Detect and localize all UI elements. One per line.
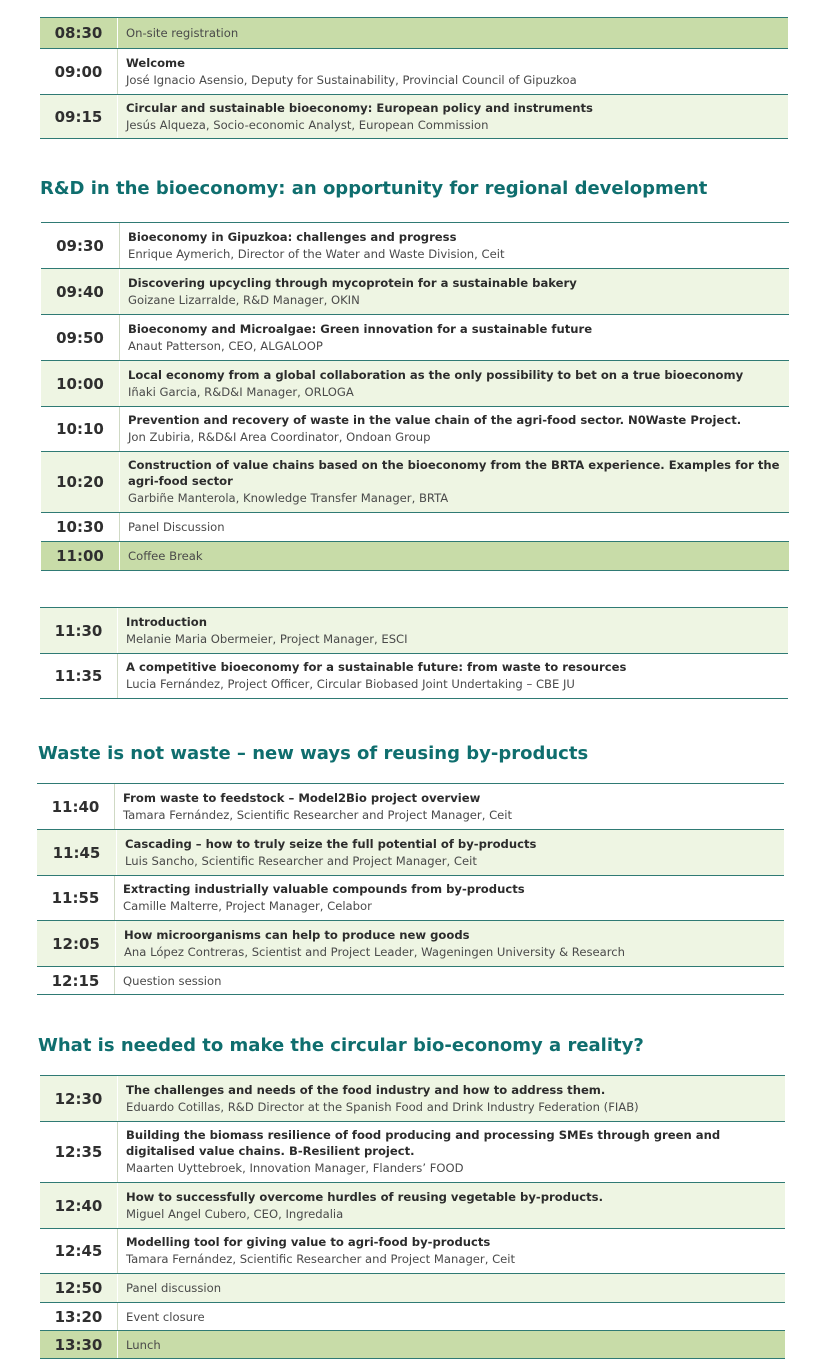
agenda-item-title: The challenges and needs of the food industry and how to address them. (126, 1082, 606, 1097)
section-heading: Waste is not waste – new ways of reusing by-products (38, 743, 589, 764)
agenda-row (40, 1121, 785, 1182)
agenda-item-speaker: Miguel Angel Cubero, CEO, Ingredalia (126, 1206, 344, 1221)
agenda-item-label: Lunch (126, 1337, 161, 1352)
agenda-row (37, 829, 784, 875)
agenda-item-title: From waste to feedstock – Model2Bio project overview (123, 790, 481, 805)
agenda-row (37, 966, 784, 995)
agenda-row (40, 94, 788, 139)
agenda-time: 12:05 (37, 921, 116, 966)
agenda-time: 13:30 (40, 1331, 118, 1358)
agenda-item-title: Modelling tool for giving value to agri-food by-products (126, 1235, 491, 1249)
agenda-row (41, 512, 789, 541)
agenda-item-title: Construction of value chains based on the bioeconomy from the BRTA experience. Examples for the agri-food sector (128, 458, 780, 488)
agenda-time: 09:15 (40, 95, 118, 138)
agenda-time: 11:40 (37, 784, 115, 829)
agenda-item-speaker: Goizane Lizarralde, R&D Manager, OKIN (128, 292, 360, 307)
agenda-item-title: Building the biomass resilience of food producing and processing SMEs through green and digitalised value chains. B-Resilient project. (126, 1128, 721, 1158)
agenda-time: 11:00 (41, 542, 120, 570)
agenda-item-title: A competitive bioeconomy for a sustainable future: from waste to resources (126, 660, 627, 674)
agenda-item-title: Bioeconomy in Gipuzkoa: challenges and progress (128, 229, 457, 244)
agenda-item-label: Panel Discussion (128, 520, 225, 534)
agenda-item-title: How to successfully overcome hurdles of reusing vegetable by-products. (126, 1189, 603, 1204)
agenda-time: 10:10 (41, 407, 120, 451)
agenda-row (41, 406, 789, 451)
agenda-row (41, 222, 789, 268)
agenda-block-opening (40, 17, 788, 139)
agenda-item-speaker: Iñaki Garcia, R&D&I Manager, ORLOGA (128, 384, 354, 399)
agenda-row (41, 451, 789, 512)
agenda-block-waste (37, 783, 784, 995)
agenda-row (41, 314, 789, 360)
agenda-item-label: Question session (123, 973, 222, 988)
agenda-item-speaker: Jon Zubiria, R&D&I Area Coordinator, Ondoan Group (128, 430, 431, 444)
agenda-block-rd (41, 222, 789, 571)
agenda-item-speaker: Tamara Fernández, Scientific Researcher and Project Manager, Ceit (123, 807, 513, 822)
agenda-item-title: Prevention and recovery of waste in the value chain of the agri-food sector. N0Waste Project. (128, 413, 742, 427)
agenda-row (40, 1182, 785, 1228)
agenda-time: 12:35 (40, 1122, 118, 1182)
agenda-item-title: Bioeconomy and Microalgae: Green innovation for a sustainable future (128, 321, 593, 336)
agenda-time: 09:40 (41, 269, 120, 314)
agenda-row (37, 875, 784, 920)
agenda-row (40, 653, 788, 699)
agenda-time: 13:20 (40, 1303, 118, 1330)
agenda-time: 11:30 (40, 608, 118, 653)
agenda-item-speaker: José Ignacio Asensio, Deputy for Sustainability, Provincial Council of Gipuzkoa (126, 72, 577, 87)
agenda-item-title: Discovering upcycling through mycoprotein for a sustainable bakery (128, 275, 577, 290)
agenda-item-label: On-site registration (126, 26, 239, 40)
agenda-item-title: How microorganisms can help to produce new goods (124, 927, 470, 942)
agenda-item-speaker: Lucia Fernández, Project Officer, Circular Biobased Joint Undertaking – CBE JU (126, 677, 575, 691)
agenda-item-speaker: Luis Sancho, Scientific Researcher and Project Manager, Ceit (125, 853, 477, 868)
agenda-block-reality (40, 1075, 785, 1359)
agenda-item-speaker: Camille Malterre, Project Manager, Celabor (123, 899, 372, 913)
agenda-item-label: Panel discussion (126, 1281, 222, 1295)
agenda-row (40, 1075, 785, 1121)
agenda-item-label: Event closure (126, 1309, 205, 1324)
agenda-row (41, 268, 789, 314)
agenda-time: 12:45 (40, 1229, 118, 1273)
agenda-row (40, 1228, 785, 1273)
section-heading: R&D in the bioeconomy: an opportunity for regional development (40, 178, 708, 199)
agenda-item-speaker: Tamara Fernández, Scientific Researcher and Project Manager, Ceit (126, 1252, 516, 1266)
agenda-row (37, 920, 784, 966)
agenda-time: 12:50 (40, 1274, 118, 1302)
agenda-row (40, 1302, 785, 1330)
agenda-time: 11:35 (40, 654, 118, 698)
agenda-row (41, 360, 789, 406)
agenda-item-speaker: Eduardo Cotillas, R&D Director at the Spanish Food and Drink Industry Federation (FIAB) (126, 1099, 639, 1114)
agenda-item-speaker: Maarten Uyttebroek, Innovation Manager, Flanders’ FOOD (126, 1161, 464, 1175)
agenda-item-title: Local economy from a global collaboration as the only possibility to bet on a true bioeconomy (128, 367, 744, 382)
agenda-row (41, 541, 789, 571)
agenda-item-title: Circular and sustainable bioeconomy: European policy and instruments (126, 100, 593, 115)
agenda-item-speaker: Enrique Aymerich, Director of the Water and Waste Division, Ceit (128, 246, 505, 261)
agenda-time: 11:45 (37, 830, 117, 875)
agenda-row (40, 48, 788, 94)
agenda-time: 10:30 (41, 513, 120, 541)
agenda-item-speaker: Garbiñe Manterola, Knowledge Transfer Manager, BRTA (128, 491, 449, 505)
agenda-time: 10:20 (41, 452, 120, 512)
agenda-time: 10:00 (41, 361, 120, 406)
agenda-item-title: Introduction (126, 614, 207, 629)
agenda-item-speaker: Anaut Patterson, CEO, ALGALOOP (128, 338, 323, 353)
agenda-row (40, 1330, 785, 1359)
agenda-item-speaker: Jesús Alqueza, Socio-economic Analyst, European Commission (126, 117, 489, 132)
agenda-row (40, 17, 788, 48)
agenda-time: 12:15 (37, 967, 115, 994)
agenda-item-label: Coffee Break (128, 549, 203, 563)
agenda-item-title: Extracting industrially valuable compounds from by-products (123, 882, 525, 896)
agenda-row (40, 607, 788, 653)
agenda-time: 11:55 (37, 876, 115, 920)
section-heading: What is needed to make the circular bio-economy a reality? (38, 1035, 644, 1056)
agenda-time: 09:30 (41, 223, 120, 268)
agenda-row (40, 1273, 785, 1302)
agenda-item-title: Welcome (126, 55, 185, 70)
agenda-item-speaker: Ana López Contreras, Scientist and Project Leader, Wageningen University & Research (124, 944, 625, 959)
agenda-item-speaker: Melanie Maria Obermeier, Project Manager, ESCI (126, 631, 408, 646)
agenda-item-title: Cascading – how to truly seize the full potential of by-products (125, 836, 537, 851)
agenda-time: 12:30 (40, 1076, 118, 1121)
agenda-block-intro (40, 607, 788, 699)
agenda-time: 09:00 (40, 49, 118, 94)
agenda-time: 08:30 (40, 18, 118, 48)
agenda-row (37, 783, 784, 829)
agenda-time: 12:40 (40, 1183, 118, 1228)
agenda-time: 09:50 (41, 315, 120, 360)
